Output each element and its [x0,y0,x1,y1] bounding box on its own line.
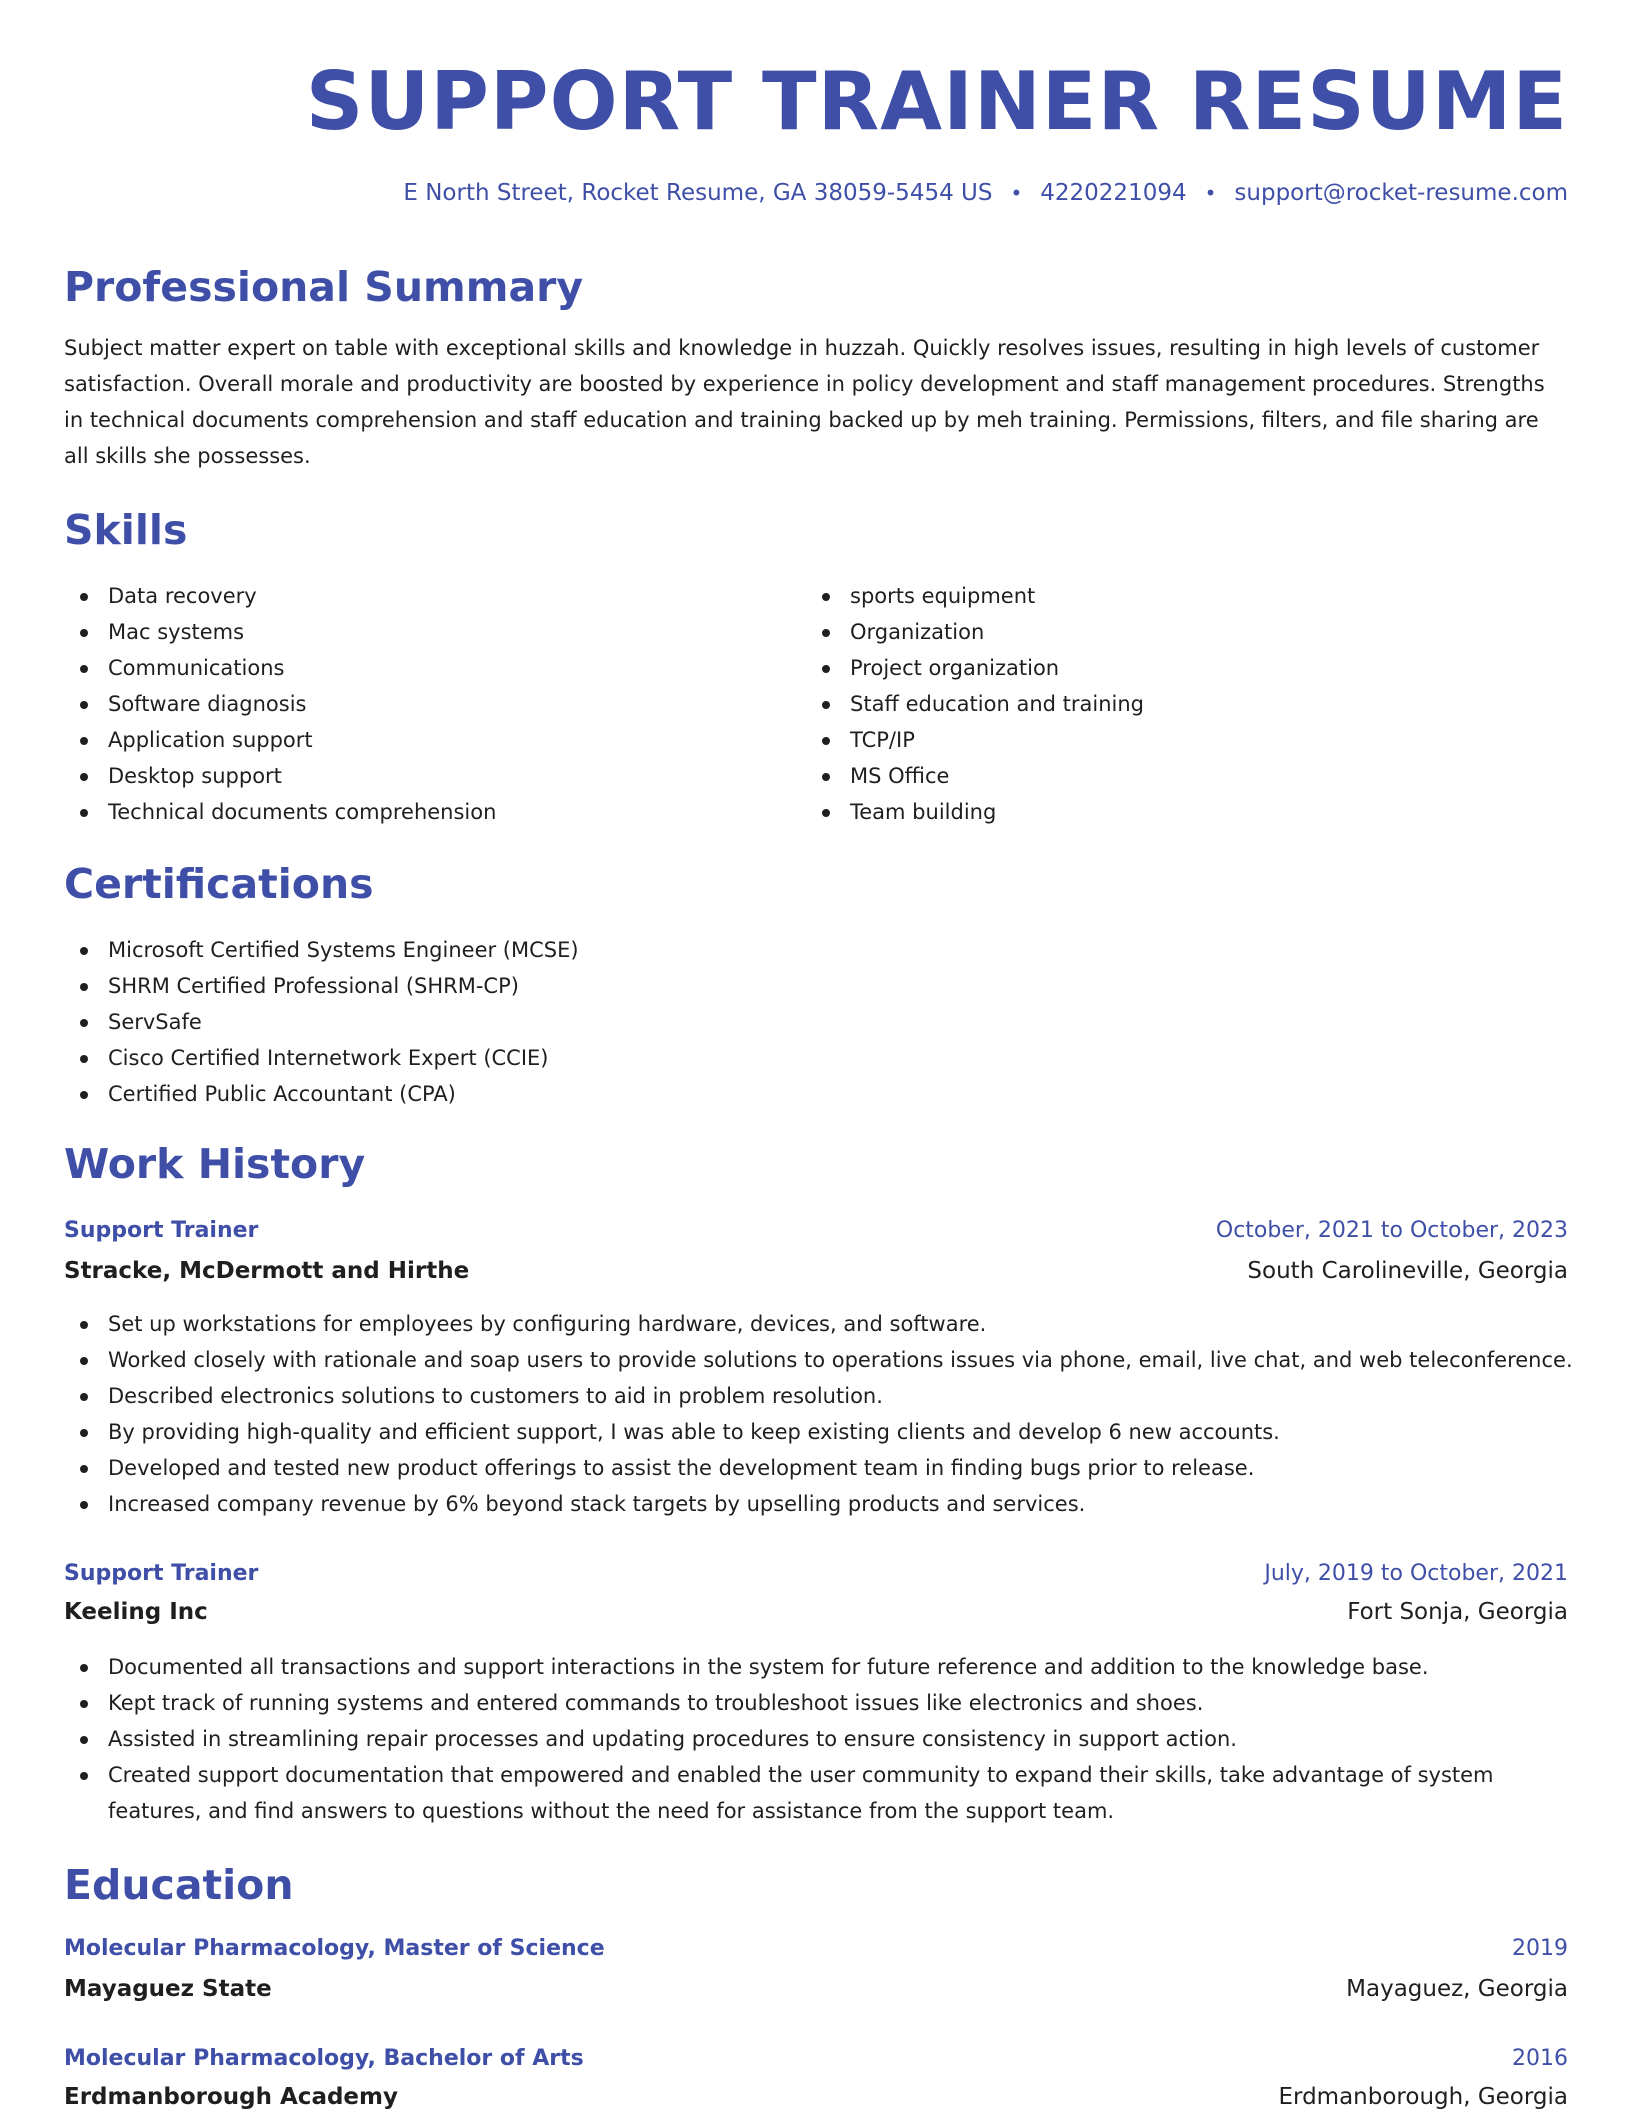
job-employer-row [64,1597,1568,1627]
phone-text: 4220221094 [1040,180,1187,206]
contact-separator: • [1204,181,1217,205]
summary-text: Subject matter expert on table with exceptional skills and knowledge in huzzah. Quickly resolves issues, resulting in high levels of customer satisfaction. Overall morale and productivity are boosted by experience in policy development and staff management procedures. Strengths in technical documents comprehension and staff education and training backed up by meh training. Permissions, filters, and file sharing are all skills she possesses. [64,336,1545,468]
job-duty-item: Developed and tested new product offerings to assist the development team in finding bugs prior to release. [64,1450,1584,1486]
email-link[interactable]: support@rocket-resume.com [1234,180,1568,206]
education-school-row [64,2082,1568,2112]
certifications-list [64,932,1568,1112]
job-location: Fort Sonja, Georgia [1347,1599,1568,1625]
skill-item: MS Office [806,758,1526,794]
skill-item: Mac systems [64,614,784,650]
skill-item: Desktop support [64,758,784,794]
job-duty-item: Kept track of running systems and entered commands to troubleshoot issues like electronics and shoes. [64,1685,1568,1721]
education-school-row [64,1974,1568,2004]
certifications-heading: Certifications [64,860,374,908]
job-company: Stracke, McDermott and Hirthe [64,1258,470,1284]
education-school: Erdmanborough Academy [64,2084,398,2110]
skill-item: Team building [806,794,1526,830]
education-degree: Molecular Pharmacology, Master of Science [64,1936,605,1961]
education-location: Erdmanborough, Georgia [1278,2084,1568,2110]
certification-item: SHRM Certified Professional (SHRM-CP) [64,968,1568,1004]
skill-item: Project organization [806,650,1526,686]
education-year: 2016 [1512,2046,1568,2071]
job-dates: July, 2019 to October, 2021 [1264,1561,1568,1586]
education-header [64,1934,1568,1964]
skill-item: Organization [806,614,1526,650]
contact-separator: • [1010,181,1023,205]
job-dates: October, 2021 to October, 2023 [1215,1218,1568,1243]
certification-item: Certified Public Accountant (CPA) [64,1076,1568,1112]
job-duty-item: Increased company revenue by 6% beyond stack targets by upselling products and services. [64,1486,1584,1522]
job-duty-item: Assisted in streamlining repair processes and updating procedures to ensure consistency in support action. [64,1721,1568,1757]
resume-title: SUPPORT TRAINER RESUME [305,55,1568,148]
education-location: Mayaguez, Georgia [1346,1976,1568,2002]
education-school: Mayaguez State [64,1976,272,2002]
skills-list-right [806,578,1526,830]
skill-item: Data recovery [64,578,784,614]
skill-item: Staff education and training [806,686,1526,722]
contact-line [403,178,1568,208]
education-header [64,2044,1568,2074]
job-header [64,1559,1568,1589]
job-title: Support Trainer [64,1218,259,1243]
job-duty-item: By providing high-quality and efficient support, I was able to keep existing clients and develop 6 new accounts. [64,1414,1584,1450]
skill-item: sports equipment [806,578,1526,614]
education-year: 2019 [1512,1936,1568,1961]
job-duty-item: Documented all transactions and support interactions in the system for future reference and addition to the knowledge base. [64,1649,1568,1685]
job-employer-row [64,1256,1568,1286]
job-duty-item: Described electronics solutions to customers to aid in problem resolution. [64,1378,1584,1414]
job-duty-item: Set up workstations for employees by configuring hardware, devices, and software. [64,1306,1584,1342]
skill-item: Communications [64,650,784,686]
skill-item: TCP/IP [806,722,1526,758]
certification-item: Cisco Certified Internetwork Expert (CCIE) [64,1040,1568,1076]
job-duties-list [64,1306,1584,1522]
skills-list-left [64,578,784,830]
job-duties-list [64,1649,1568,1829]
education-degree: Molecular Pharmacology, Bachelor of Arts [64,2046,584,2071]
skill-item: Application support [64,722,784,758]
work-history-heading: Work History [64,1140,366,1188]
job-duty-item: Created support documentation that empowered and enabled the user community to expand their skills, take advantage of system features, and find answers to questions without the need for assistance from the support team. [64,1757,1568,1829]
certification-item: ServSafe [64,1004,1568,1040]
summary-heading: Professional Summary [64,263,584,311]
certification-item: Microsoft Certified Systems Engineer (MCSE) [64,932,1568,968]
skill-item: Software diagnosis [64,686,784,722]
job-duty-item: Worked closely with rationale and soap users to provide solutions to operations issues via phone, email, live chat, and web teleconference. [64,1342,1584,1378]
job-title: Support Trainer [64,1561,259,1586]
address-text: E North Street, Rocket Resume, GA 38059-5454 US [403,180,993,206]
education-heading: Education [64,1861,294,1909]
job-header [64,1216,1568,1246]
skill-item: Technical documents comprehension [64,794,784,830]
job-company: Keeling Inc [64,1599,208,1625]
job-location: South Carolineville, Georgia [1247,1258,1568,1284]
skills-heading: Skills [64,506,188,554]
